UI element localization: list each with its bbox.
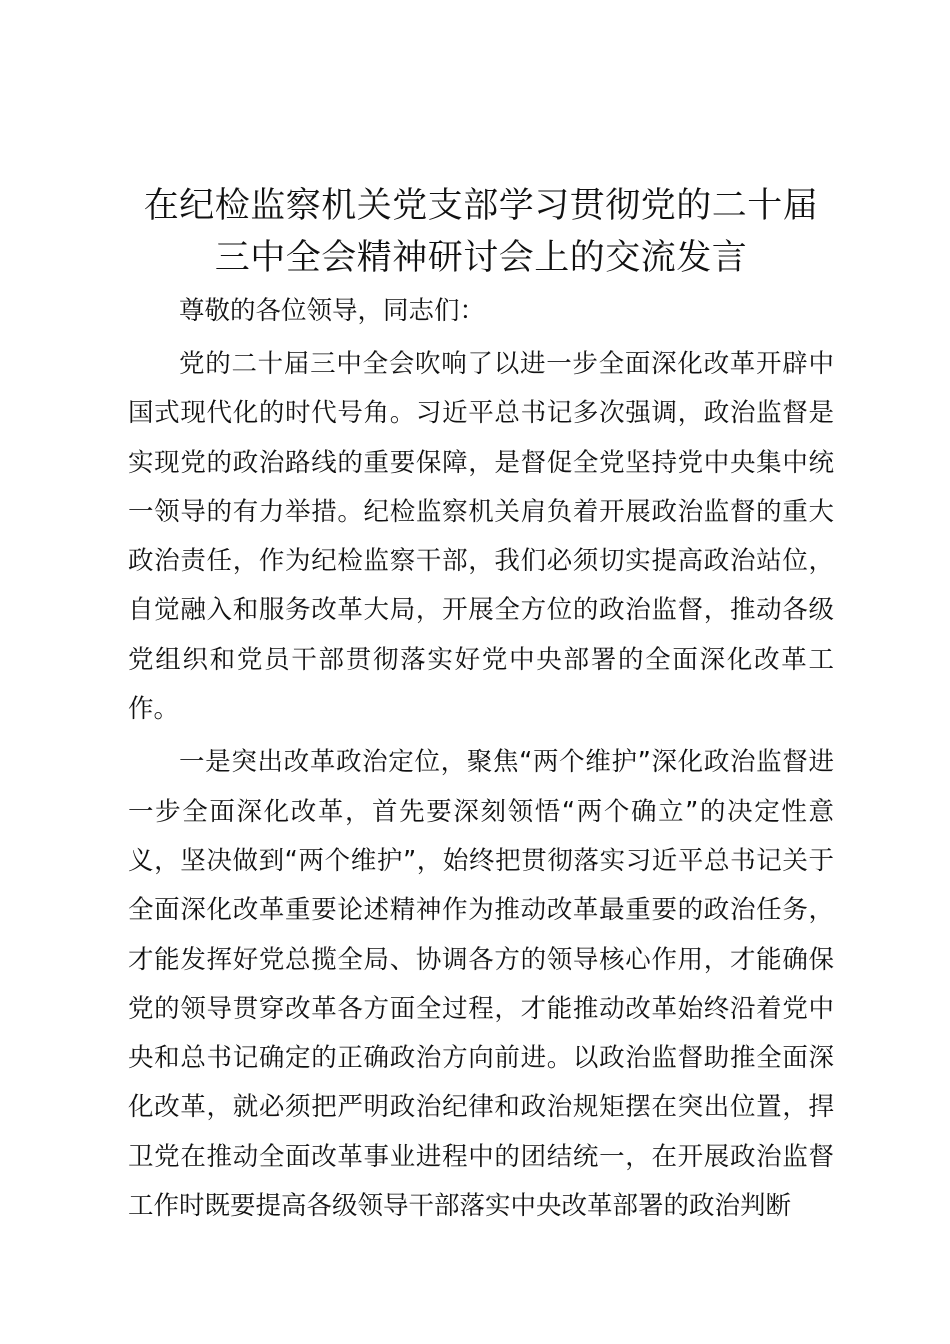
greeting: 尊敬的各位领导，同志们： — [179, 296, 486, 326]
paragraph-intro: 党的二十届三中全会吹响了以进一步全面深化改革开辟中国式现代化的时代号角。习近平总书记多次强调，政治监督是实现党的政治路线的重要保障，是督促全党坚持党中央集中统一领导的有力举措。纪检监察机关肩负着开展政治监督的重大政治责任，作为纪检监察干部，我们必须切实提高政治站位，自觉融入和服务改革大局，开展全方位的政治监督，推动各级党组织和党员干部贯彻落实好党中央部署的全面深化改革工作。 — [128, 349, 834, 725]
document-page — [128, 180, 834, 1231]
paragraph-point-one: 一是突出改革政治定位，聚焦“两个维护”深化政治监督进一步全面深化改革，首先要深刻领悟“两个确立”的决定性意义，坚决做到“两个维护”，始终把贯彻落实习近平总书记关于全面深化改革重要论述精神作为推动改革最重要的政治任务，才能发挥好党总揽全局、协调各方的领导核心作用，才能确保党的领导贯穿改革各方面全过程，才能推动改革始终沿着党中央和总书记确定的正确政治方向前进。以政治监督助推全面深化改革，就必须把严明政治纪律和政治规矩摆在突出位置，捍卫党在推动全面改革事业进程中的团结统一，在开展政治监督工作时既要提高各级领导干部落实中央改革部署的政治判断 — [128, 747, 834, 1222]
document-title: 在纪检监察机关党支部学习贯彻党的二十届三中全会精神研讨会上的交流发言 — [143, 186, 819, 278]
